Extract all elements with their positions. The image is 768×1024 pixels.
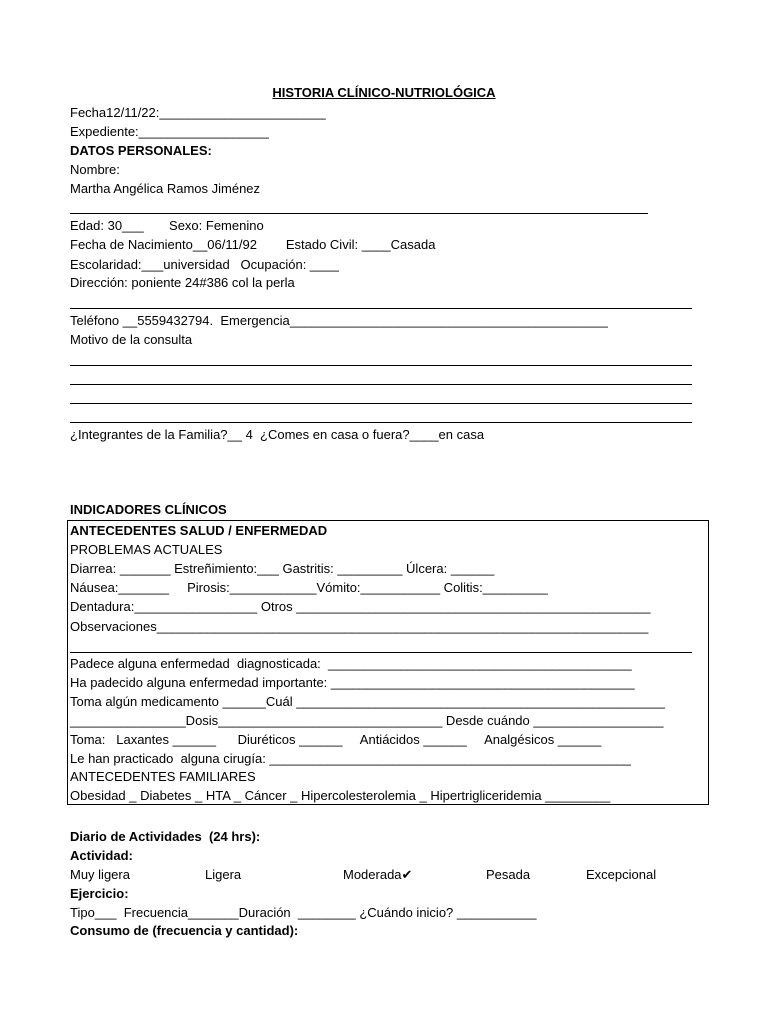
consumo-heading: Consumo de (frecuencia y cantidad): bbox=[70, 923, 299, 938]
nivel-muy-ligera: Muy ligera bbox=[70, 867, 130, 882]
motivo-label: Motivo de la consulta bbox=[70, 332, 193, 347]
nombre-underline bbox=[70, 213, 648, 214]
problemas-actuales-label: PROBLEMAS ACTUALES bbox=[70, 542, 223, 557]
observaciones-line bbox=[70, 652, 692, 653]
expediente-field: Expediente:__________________ bbox=[70, 124, 269, 139]
dentadura-row: Dentadura:_________________ Otros _________________________________________________ bbox=[70, 599, 651, 614]
familia-field: ¿Integrantes de la Familia?__ 4 ¿Comes en casa o fuera?____en casa bbox=[70, 427, 485, 442]
nausea-row: Náusea:_______ Pirosis:____________Vómito:___________ Colitis:_________ bbox=[70, 580, 548, 595]
nombre-label: Nombre: bbox=[70, 162, 120, 177]
observaciones-row: Observaciones____________________________________________________________________ bbox=[70, 619, 649, 634]
nivel-excepcional: Excepcional bbox=[586, 867, 657, 882]
actividad-label: Actividad: bbox=[70, 848, 133, 863]
antecedentes-familiares-label: ANTECEDENTES FAMILIARES bbox=[70, 769, 256, 784]
padece-row: Padece alguna enfermedad diagnosticada: __________________________________________ bbox=[70, 656, 632, 671]
ejercicio-detalle-row: Tipo___ Frecuencia_______Duración ________ ¿Cuándo inicio? ___________ bbox=[70, 905, 537, 920]
diarrea-row: Diarrea: _______ Estreñimiento:___ Gastritis: _________ Úlcera: ______ bbox=[70, 561, 495, 576]
nivel-pesada: Pesada bbox=[486, 867, 531, 882]
motivo-line bbox=[70, 384, 692, 385]
diario-actividades-heading: Diario de Actividades (24 hrs): bbox=[70, 829, 261, 844]
toma-row: Toma: Laxantes ______ Diuréticos ______ Antiácidos ______ Analgésicos ______ bbox=[70, 732, 602, 747]
indicadores-clinicos-heading: INDICADORES CLÍNICOS bbox=[70, 502, 227, 517]
nombre-value: Martha Angélica Ramos Jiménez bbox=[70, 181, 261, 196]
page-title: HISTORIA CLÍNICO-NUTRIOLÓGICA bbox=[272, 85, 496, 100]
motivo-line bbox=[70, 422, 692, 423]
padecido-row: Ha padecido alguna enfermedad importante: __________________________________________ bbox=[70, 675, 635, 690]
medicamento-row: Toma algún medicamento ______Cuál ___________________________________________________ bbox=[70, 694, 665, 709]
familiares-list-row: Obesidad _ Diabetes _ HTA _ Cáncer _ Hipercolesterolemia _ Hipertrigliceridemia _________ bbox=[70, 788, 611, 803]
motivo-line bbox=[70, 365, 692, 366]
antecedentes-heading: ANTECEDENTES SALUD / ENFERMEDAD bbox=[70, 523, 328, 538]
nivel-moderada: Moderada✔ bbox=[343, 867, 413, 882]
edad-sexo-field: Edad: 30___ Sexo: Femenino bbox=[70, 218, 264, 233]
direccion-field: Dirección: poniente 24#386 col la perla bbox=[70, 275, 295, 290]
cirugia-row: Le han practicado alguna cirugía: __________________________________________________ bbox=[70, 751, 631, 766]
fecha-field: Fecha12/11/22:_______________________ bbox=[70, 105, 326, 120]
direccion-underline bbox=[70, 308, 692, 309]
datos-personales-heading: DATOS PERSONALES: bbox=[70, 143, 212, 158]
escolaridad-field: Escolaridad:___universidad Ocupación: ____ bbox=[70, 257, 339, 272]
telefono-field: Teléfono __5559432794. Emergencia____________________________________________ bbox=[70, 313, 608, 328]
nacimiento-civil-field: Fecha de Nacimiento__06/11/92 Estado Civil: ____Casada bbox=[70, 237, 436, 252]
dosis-row: ________________Dosis_______________________________ Desde cuándo __________________ bbox=[70, 713, 664, 728]
nivel-ligera: Ligera bbox=[205, 867, 242, 882]
motivo-line bbox=[70, 403, 692, 404]
actividad-niveles-row bbox=[70, 866, 690, 884]
ejercicio-label: Ejercicio: bbox=[70, 886, 129, 901]
